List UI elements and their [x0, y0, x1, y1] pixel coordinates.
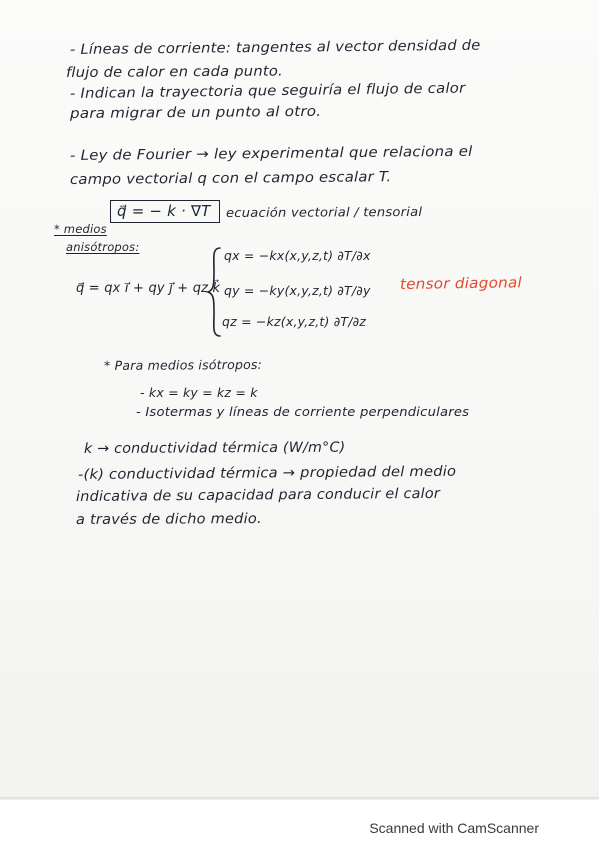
note-line-2: flujo de calor en cada punto.: [65, 63, 283, 81]
tensor-diagonal-label: tensor diagonal: [399, 275, 522, 293]
page-edge-shadow: [0, 797, 599, 800]
isotropic-header: * Para medios isótropos:: [103, 356, 263, 373]
qy-equation: qy = −ky(x,y,z,t) ∂T/∂y: [224, 283, 371, 298]
isotropic-item-1: - kx = ky = kz = k: [140, 385, 258, 400]
qx-equation: qx = −kx(x,y,z,t) ∂T/∂x: [224, 248, 371, 263]
heat-flux-vector: q⃗ = qx i⃗ + qy j⃗ + qz k⃗: [76, 281, 221, 296]
note-line-1: - Líneas de corriente: tangentes al vector densidad de: [69, 37, 481, 58]
conductivity-description-3: a través de dicho medio.: [75, 511, 262, 528]
fourier-law-line-2: campo vectorial q con el campo escalar T.: [69, 169, 392, 188]
conductivity-description-2: indicativa de su capacidad para conducir el calor: [75, 485, 441, 505]
formula-type-note: ecuación vectorial / tensorial: [225, 203, 423, 220]
conductivity-definition: k → conductividad térmica (W/m°C): [83, 439, 346, 457]
fourier-law-line: - Ley de Fourier → ley experimental que relaciona el: [69, 143, 473, 164]
conductivity-description-1: -(k) conductividad térmica → propiedad del medio: [77, 463, 457, 483]
anisotropic-label-2: anisótropos:: [66, 240, 140, 254]
fourier-formula-box: q⃗ = − k · ∇T: [110, 200, 220, 223]
isotropic-item-2: - Isotermas y líneas de corriente perpendiculares: [136, 404, 470, 419]
brace-symbol: [206, 246, 222, 338]
scanner-watermark: Scanned with CamScanner: [369, 820, 539, 836]
qz-equation: qz = −kz(x,y,z,t) ∂T/∂z: [222, 314, 367, 329]
note-line-3: - Indican la trayectoria que seguiría el flujo de calor: [69, 80, 466, 102]
note-line-4: para migrar de un punto al otro.: [69, 103, 322, 122]
anisotropic-label-1: * medios: [54, 222, 107, 236]
